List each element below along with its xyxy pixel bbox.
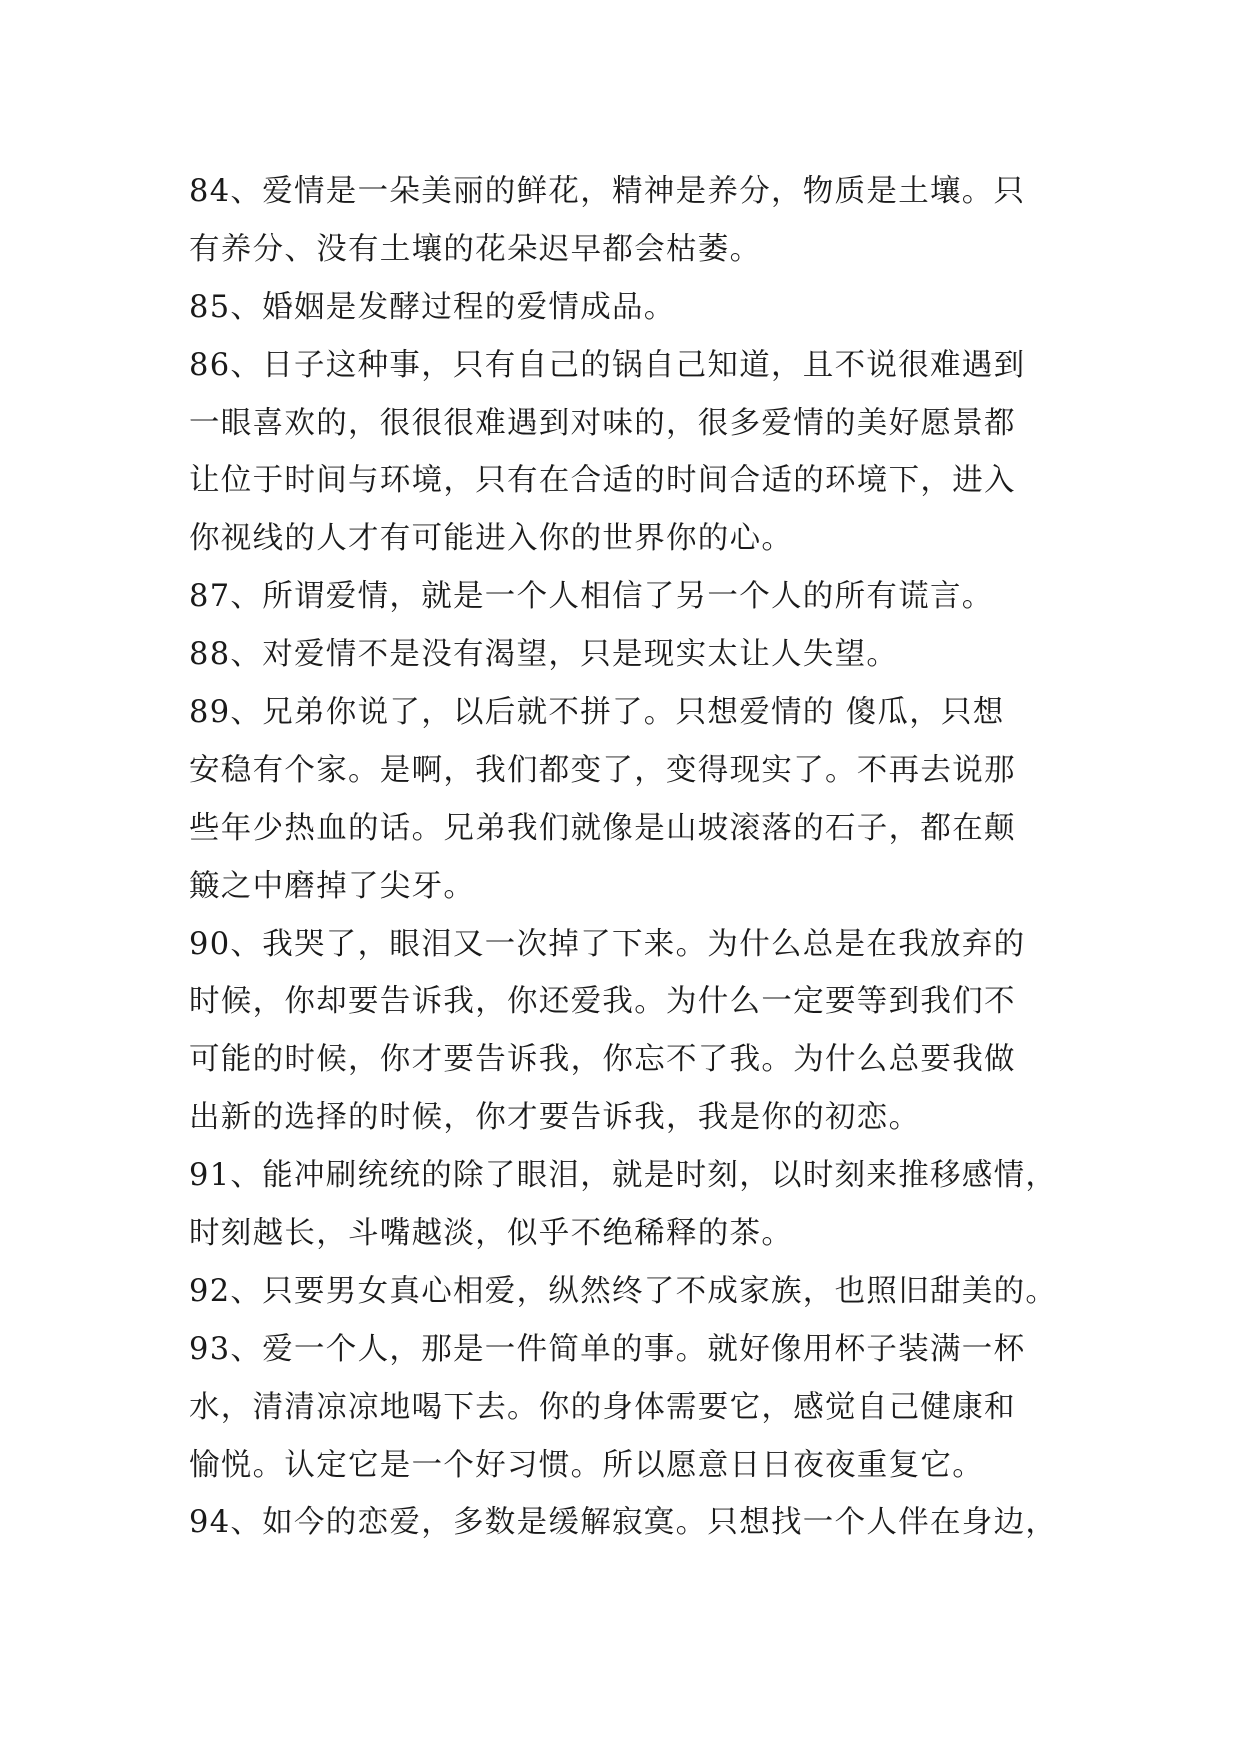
- text-line: 89、兄弟你说了，以后就不拼了。只想爱情的 傻瓜，只想: [189, 695, 1005, 731]
- text-line: 一眼喜欢的，很很很难遇到对味的，很多爱情的美好愿景都: [189, 405, 1016, 441]
- text-line: 93、爱一个人，那是一件简单的事。就好像用杯子装满一杯: [189, 1331, 1026, 1367]
- text-line: 簸之中磨掉了尖牙。: [189, 868, 476, 904]
- text-line: 86、日子这种事，只有自己的锅自己知道，且不说很难遇到: [189, 347, 1026, 383]
- text-line: 愉悦。认定它是一个好习惯。所以愿意日日夜夜重复它。: [189, 1447, 984, 1483]
- text-line: 水，清清凉凉地喝下去。你的身体需要它，感觉自己健康和: [189, 1389, 1016, 1425]
- text-line: 88、对爱情不是没有渴望，只是现实太让人失望。: [189, 637, 899, 673]
- text-line: 时候，你却要告诉我，你还爱我。为什么一定要等到我们不: [189, 984, 1016, 1020]
- text-line: 91、能冲刷统统的除了眼泪，就是时刻，以时刻来推移感情，: [189, 1158, 1058, 1194]
- text-line: 92、只要男女真心相爱，纵然终了不成家族，也照旧甜美的。: [189, 1273, 1058, 1309]
- text-line: 94、如今的恋爱，多数是缓解寂寞。只想找一个人伴在身边，: [189, 1505, 1058, 1541]
- text-line: 出新的选择的时候，你才要告诉我，我是你的初恋。: [189, 1100, 921, 1136]
- text-line: 87、所谓爱情，就是一个人相信了另一个人的所有谎言。: [189, 579, 994, 615]
- text-line: 你视线的人才有可能进入你的世界你的心。: [189, 521, 794, 557]
- text-line: 90、我哭了，眼泪又一次掉了下来。为什么总是在我放弃的: [189, 926, 1026, 962]
- text-line: 时刻越长，斗嘴越淡，似乎不绝稀释的茶。: [189, 1216, 794, 1252]
- text-line: 些年少热血的话。兄弟我们就像是山坡滚落的石子，都在颠: [189, 810, 1016, 846]
- text-line: 让位于时间与环境，只有在合适的时间合适的环境下，进入: [189, 463, 1016, 499]
- text-line: 有养分、没有土壤的花朵迟早都会枯萎。: [189, 231, 762, 267]
- text-line: 85、婚姻是发酵过程的爱情成品。: [189, 289, 676, 325]
- text-line: 安稳有个家。是啊，我们都变了，变得现实了。不再去说那: [189, 752, 1016, 788]
- text-line: 可能的时候，你才要告诉我，你忘不了我。为什么总要我做: [189, 1042, 1016, 1078]
- text-line: 84、爱情是一朵美丽的鲜花，精神是养分，物质是土壤。只: [189, 174, 1026, 209]
- document-body: [189, 163, 1069, 1552]
